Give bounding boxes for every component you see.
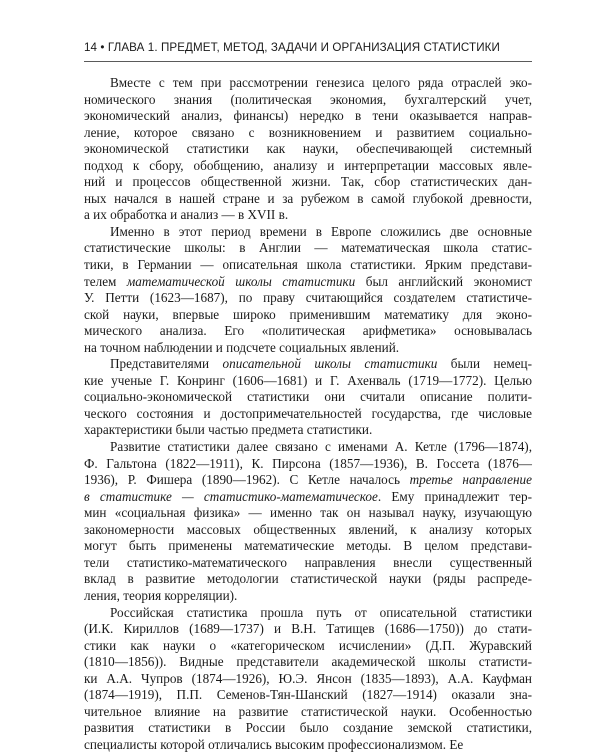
text-line bbox=[84, 737, 532, 753]
text-run: тики, в Германии — описательная школа статистики. Ярким представи- bbox=[84, 257, 532, 272]
text-run: Российская статистика прошла путь от описательной статистики bbox=[110, 605, 532, 620]
text-line bbox=[84, 605, 532, 622]
text-body bbox=[84, 75, 532, 753]
text-line bbox=[84, 687, 532, 704]
text-run: социально-экономической статистики они считали описание полити- bbox=[84, 389, 532, 404]
text-line bbox=[84, 638, 532, 655]
text-run: экономической статистики как науки, обеспечивающей системный bbox=[84, 141, 532, 156]
text-run: стики как науки о «категорическом исчислении» (Д.П. Журавский bbox=[84, 638, 532, 653]
text-line bbox=[84, 555, 532, 572]
text-line bbox=[84, 373, 532, 390]
text-run: ления, теория корреляции). bbox=[84, 588, 237, 603]
text-line bbox=[84, 356, 532, 373]
text-run: специалисты которой отличались высоким профессионализмом. Ее bbox=[84, 737, 463, 752]
text-line bbox=[84, 720, 532, 737]
text-line bbox=[84, 505, 532, 522]
text-line bbox=[84, 290, 532, 307]
text-run: статистические школы: в Англии — математическая школа статис- bbox=[84, 240, 532, 255]
text-run: ний и процессов общественной жизни. Так, сбор статистических дан- bbox=[84, 174, 532, 189]
text-run: развития статистики в России было создание земской статистики, bbox=[84, 720, 532, 735]
text-line bbox=[84, 588, 532, 605]
text-run: был английский экономист bbox=[355, 274, 532, 289]
paragraph bbox=[84, 224, 532, 356]
text-run: ческого состояния и достопримечательностей государства, где числовые bbox=[84, 406, 532, 421]
text-run: на точном наблюдении и подсчете социальных явлений. bbox=[84, 340, 399, 355]
text-line bbox=[84, 174, 532, 191]
text-run: экономический анализ, финансы) нередко в тени оказывается направ- bbox=[84, 108, 532, 123]
text-line bbox=[84, 108, 532, 125]
italic-term: математической школы статистики bbox=[127, 274, 355, 289]
text-run: ление, которое связано с возникновением и развитием социально- bbox=[84, 125, 532, 140]
paragraph bbox=[84, 75, 532, 224]
text-run: кие ученые Г. Конринг (1606—1681) и Г. Ахенваль (1719—1772). Целью bbox=[84, 373, 532, 388]
italic-term: в статистике — статистико-математическое bbox=[84, 489, 378, 504]
text-line bbox=[84, 422, 532, 439]
text-line bbox=[84, 240, 532, 257]
text-line bbox=[84, 654, 532, 671]
paragraph bbox=[84, 605, 532, 753]
text-line bbox=[84, 489, 532, 506]
text-line bbox=[84, 207, 532, 224]
text-line bbox=[84, 456, 532, 473]
text-run: Представителями bbox=[110, 356, 223, 371]
text-line bbox=[84, 538, 532, 555]
text-run: подход к сбору, обобщению, анализу и интерпретации массовых явле- bbox=[84, 158, 532, 173]
text-line bbox=[84, 340, 532, 357]
text-line bbox=[84, 75, 532, 92]
running-head-rule bbox=[84, 61, 532, 62]
paragraph bbox=[84, 356, 532, 439]
text-run: (1874—1919), П.П. Семенов-Тян-Шанский (1827—1914) оказали зна- bbox=[84, 687, 532, 702]
text-run: номического знания (политическая экономия, бухгалтерский учет, bbox=[84, 92, 532, 107]
text-line bbox=[84, 158, 532, 175]
text-line bbox=[84, 323, 532, 340]
text-run: (И.К. Кириллов (1689—1737) и В.Н. Татищев (1686—1750)) до стати- bbox=[84, 621, 532, 636]
text-line bbox=[84, 389, 532, 406]
text-line bbox=[84, 671, 532, 688]
text-run: тели статистико-математического направления внесли существенный bbox=[84, 555, 532, 570]
text-run: мического анализа. Его «политическая арифметика» основывалась bbox=[84, 323, 532, 338]
text-run: были немец- bbox=[437, 356, 532, 371]
text-line bbox=[84, 92, 532, 109]
text-line bbox=[84, 571, 532, 588]
running-head: 14 • ГЛАВА 1. ПРЕДМЕТ, МЕТОД, ЗАДАЧИ И ОРГАНИЗАЦИЯ СТАТИСТИКИ bbox=[84, 41, 532, 54]
paragraph bbox=[84, 439, 532, 604]
text-line bbox=[84, 704, 532, 721]
text-line bbox=[84, 472, 532, 489]
text-run: телем bbox=[84, 274, 127, 289]
text-run: закономерности массовых общественных явлений, к анализу которых bbox=[84, 522, 532, 537]
text-run: могут быть применены математические методы. В целом представи- bbox=[84, 538, 532, 553]
text-line bbox=[84, 274, 532, 291]
text-run: ской науки, впервые широко применившим математику для эконо- bbox=[84, 307, 532, 322]
text-line bbox=[84, 307, 532, 324]
text-line bbox=[84, 439, 532, 456]
text-run: Развитие статистики далее связано с именами А. Кетле (1796—1874), bbox=[110, 439, 532, 454]
text-line bbox=[84, 224, 532, 241]
text-line bbox=[84, 406, 532, 423]
text-line bbox=[84, 191, 532, 208]
text-run: . Ему принадлежит тер- bbox=[378, 489, 532, 504]
text-line bbox=[84, 621, 532, 638]
text-line bbox=[84, 257, 532, 274]
text-line bbox=[84, 522, 532, 539]
text-run: У. Петти (1623—1687), по праву считающийся создателем статистиче- bbox=[84, 290, 532, 305]
text-run: характеристики были частью предмета статистики. bbox=[84, 422, 372, 437]
text-run: вклад в развитие методологии статистической науки (ряды распреде- bbox=[84, 571, 532, 586]
text-line bbox=[84, 125, 532, 142]
italic-term: описательной школы статистики bbox=[223, 356, 438, 371]
text-run: 1936), Р. Фишера (1890—1962). С Кетле началось bbox=[84, 472, 410, 487]
text-run: Именно в этот период времени в Европе сложились две основные bbox=[110, 224, 532, 239]
text-run: мин «социальная физика» — именно так он называл науку, изучающую bbox=[84, 505, 532, 520]
text-run: чительное влияние на развитие статистической науки. Особенностью bbox=[84, 704, 532, 719]
text-run: Ф. Гальтона (1822—1911), К. Пирсона (1857—1936), В. Госсета (1876— bbox=[84, 456, 532, 471]
text-run: а их обработка и анализ — в XVII в. bbox=[84, 207, 288, 222]
text-run: (1810—1856)). Видные представители академической школы статисти- bbox=[84, 654, 532, 669]
text-line bbox=[84, 141, 532, 158]
text-run: ных начался в нашей стране и за рубежом в самой глубокой древности, bbox=[84, 191, 532, 206]
italic-term: третье направление bbox=[410, 472, 532, 487]
text-run: Вместе с тем при рассмотрении генезиса целого ряда отраслей эко- bbox=[110, 75, 532, 90]
text-run: ки А.А. Чупров (1874—1926), Ю.Э. Янсон (1835—1893), А.А. Кауфман bbox=[84, 671, 532, 686]
